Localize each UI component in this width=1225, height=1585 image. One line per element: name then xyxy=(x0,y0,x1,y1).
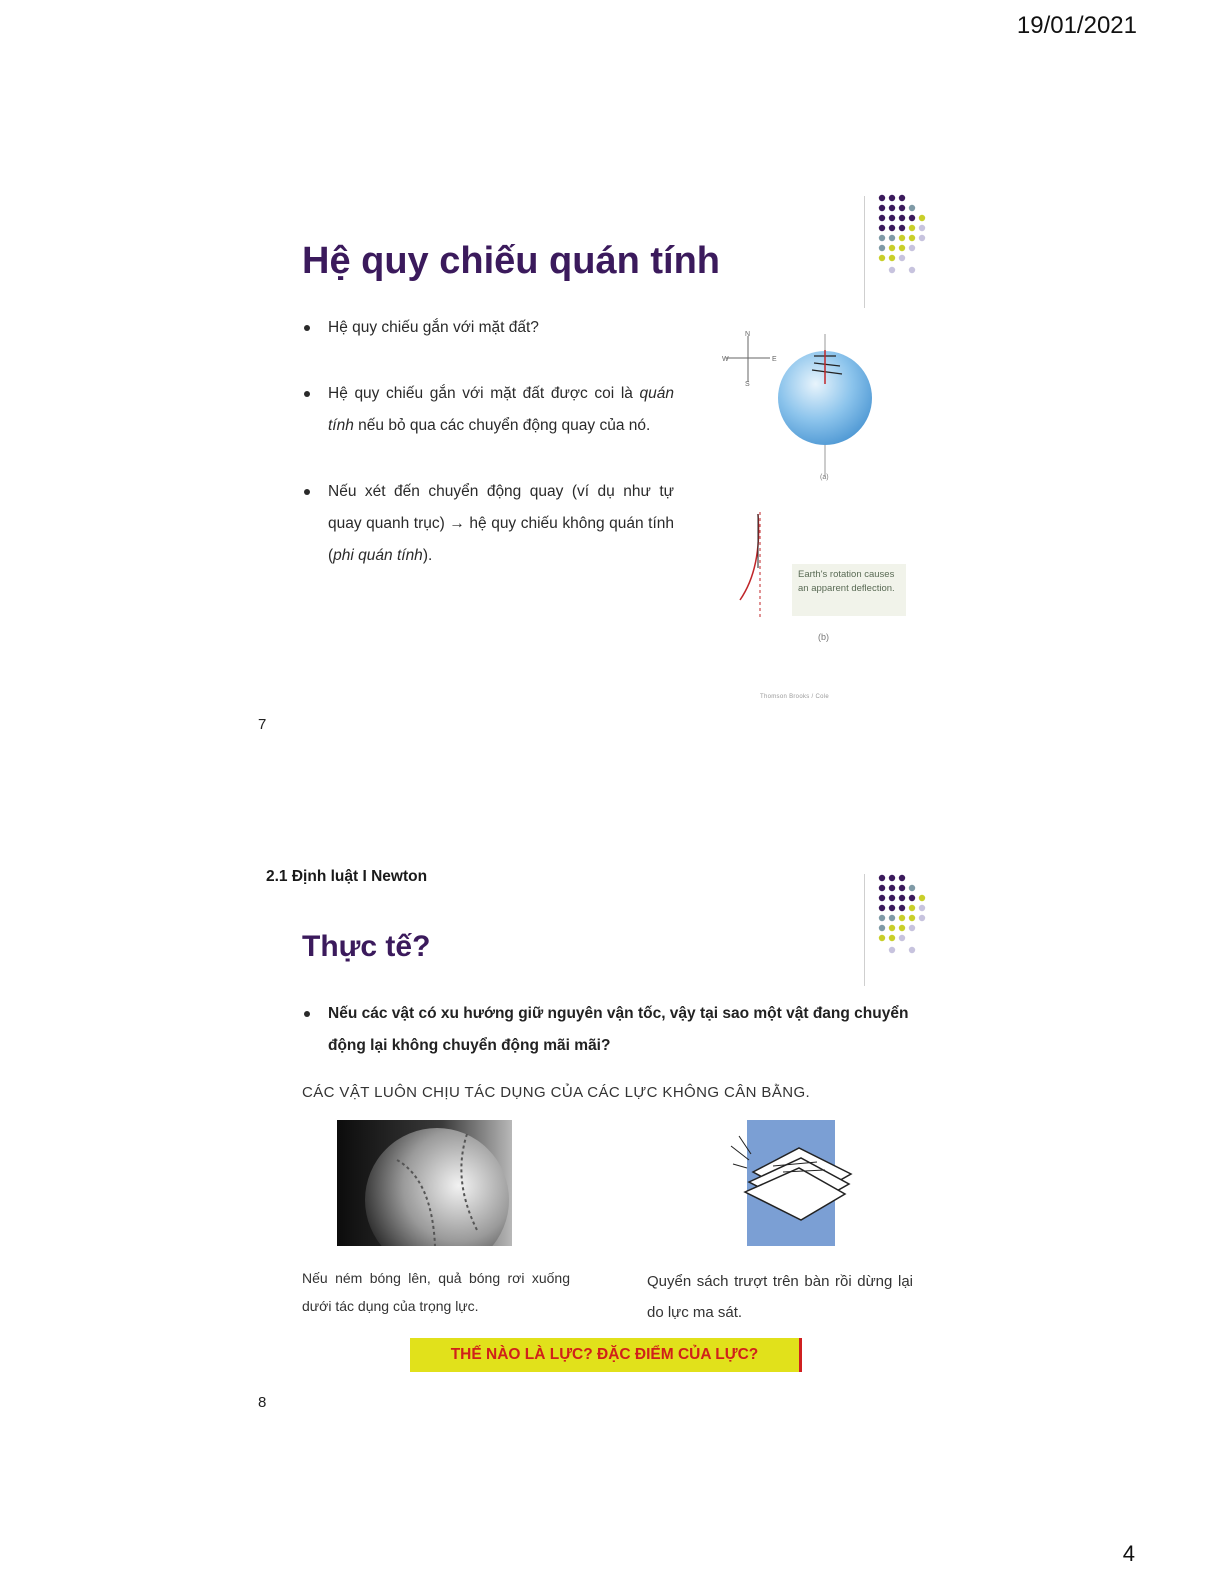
bullet-item xyxy=(302,998,922,1062)
slide-number: 7 xyxy=(258,716,267,733)
question-banner: THẾ NÀO LÀ LỰC? ĐẶC ĐIỂM CỦA LỰC? xyxy=(410,1338,802,1372)
globe-figure xyxy=(718,326,888,486)
statement-text: CÁC VẬT LUÔN CHỊU TÁC DỤNG CỦA CÁC LỰC KHÔNG CÂN BẰNG. xyxy=(302,1084,811,1101)
figure-caption-b: (b) xyxy=(818,632,829,642)
page-date: 19/01/2021 xyxy=(1016,12,1137,39)
baseball-image xyxy=(337,1120,512,1246)
bullet-text: Hệ quy chiếu gắn với mặt đất được coi là xyxy=(328,385,640,402)
compass-w: W xyxy=(722,356,729,363)
figure-caption-a: (a) xyxy=(820,474,829,481)
slide-number: 8 xyxy=(258,1394,267,1411)
divider-line xyxy=(864,196,865,308)
decorative-dot-grid xyxy=(872,192,952,302)
slide-title: Hệ quy chiếu quán tính xyxy=(302,240,721,282)
bullet-list xyxy=(302,998,922,1062)
bullet-emphasis: quán tính xyxy=(328,385,674,434)
section-heading: 2.1 Định luật I Newton xyxy=(266,868,428,885)
bullet-text: ). xyxy=(422,547,433,564)
bullet-emphasis: phi quán tính xyxy=(333,547,423,564)
caption-right: Quyển sách trượt trên bàn rồi dừng lại do lực ma sát. xyxy=(647,1273,913,1321)
bullet-text: Nếu các vật có xu hướng giữ nguyên vận tốc, vậy tại sao một vật đang chuyển động lại không chuyển động mãi mãi? xyxy=(328,1005,909,1054)
caption-left: Nếu ném bóng lên, quả bóng rơi xuống dưới tác dụng của trọng lực. xyxy=(302,1270,570,1314)
compass-n: N xyxy=(745,331,751,338)
bullet-item xyxy=(302,312,674,344)
decorative-dot-grid xyxy=(872,872,952,982)
slide-title: Thực tế? xyxy=(302,930,431,963)
bullet-text: Nếu xét đến chuyển động quay (ví dụ như tự quay quanh trục) → hệ quy chiếu không quán tính ( xyxy=(328,483,674,564)
bullet-item xyxy=(302,476,674,572)
bullet-text: nếu bỏ qua các chuyển động quay của nó. xyxy=(353,417,651,434)
slide-footer-note: Thomson Brooks / Cole xyxy=(760,694,829,700)
callout-box: Earth's rotation causes an apparent deflection. xyxy=(792,564,906,616)
book-image xyxy=(727,1120,855,1246)
bullet-text: Hệ quy chiếu gắn với mặt đất? xyxy=(328,319,539,336)
compass-e: E xyxy=(772,356,777,363)
bullet-list xyxy=(302,312,674,572)
compass-s: S xyxy=(745,381,750,388)
bullet-item xyxy=(302,378,674,442)
divider-line xyxy=(864,874,865,986)
page-number: 4 xyxy=(1122,1541,1135,1566)
